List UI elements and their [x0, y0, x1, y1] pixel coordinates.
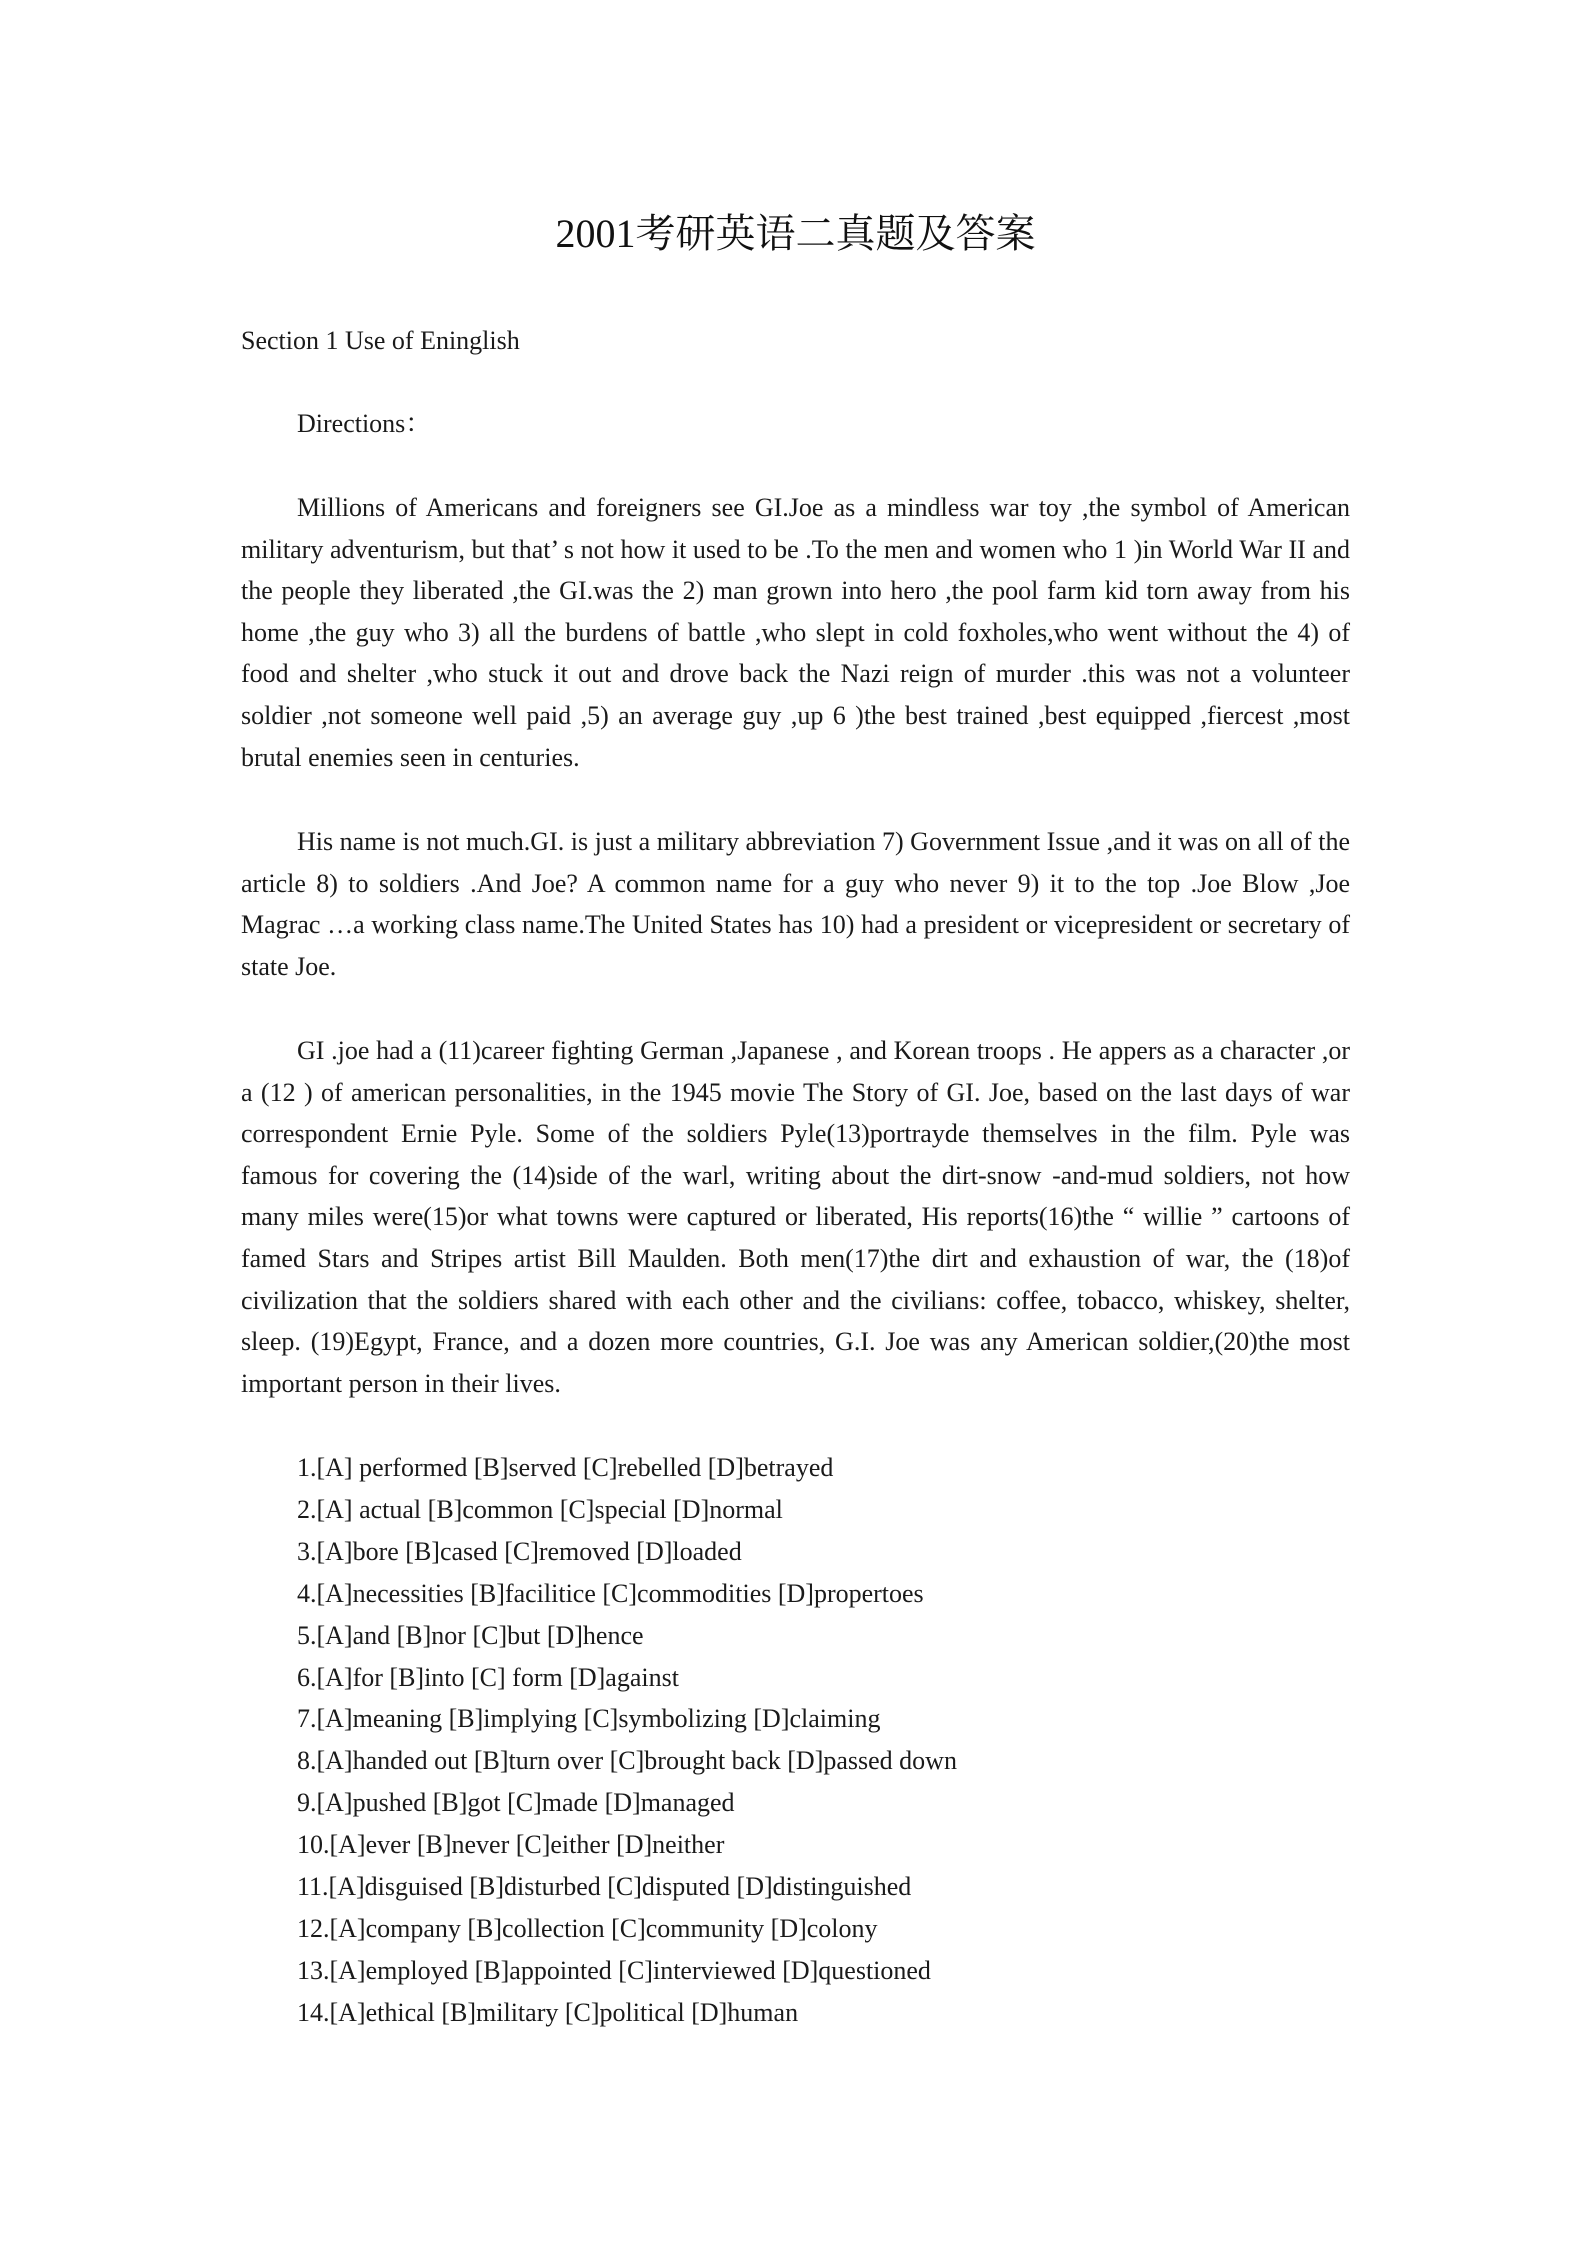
option-item-4: 4.[A]necessities [B]facilitice [C]commodities [D]propertoes [297, 1578, 924, 1608]
directions-label: Directions： [297, 409, 432, 438]
passage-paragraph-3: GI .joe had a (11)career fighting German ,Japanese , and Korean troops . He appers as a character ,or a (12 ) of american personalities, in the 1945 movie The Story of GI. Joe, based on the last days of war correspondent Ernie Pyle. Some of the soldiers Pyle(13)portrayde themselves in the film. Pyle was famous for covering the (14)side of the warl, writing about the dirt-snow -and-mud soldiers, not how many miles were(15)or what towns were captured or liberated, His reports(16)the “ willie ” cartoons of famed Stars and Stripes artist Bill Maulden. Both men(17)the dirt and exhaustion of war, the (18)of civilization that the soldiers shared with each other and the civilians: coffee, tobacco, whiskey, shelter, sleep. (19)Egypt, France, and a dozen more countries, G.I. Joe was any American soldier,(20)the most important person in their lives. [241, 1036, 1350, 1398]
option-item-2: 2.[A] actual [B]common [C]special [D]normal [297, 1494, 783, 1524]
option-item-8: 8.[A]handed out [B]turn over [C]brought back [D]passed down [297, 1746, 957, 1776]
option-item-1: 1.[A] performed [B]served [C]rebelled [D]betrayed [297, 1453, 834, 1482]
option-item-6: 6.[A]for [B]into [C] form [D]against [297, 1662, 679, 1692]
option-item-5: 5.[A]and [B]nor [C]but [D]hence [297, 1620, 644, 1650]
option-item-14: 14.[A]ethical [B]military [C]political [D]human [297, 1997, 799, 2027]
option-item-11: 11.[A]disguised [B]disturbed [C]disputed [D]distinguished [297, 1872, 912, 1902]
option-item-7: 7.[A]meaning [B]implying [C]symbolizing [D]claiming [297, 1704, 881, 1734]
passage-paragraph-2: His name is not much.GI. is just a military abbreviation 7) Government Issue ,and it was on all of the article 8) to soldiers .And Joe? A common name for a guy who never 9) it to the top .Joe Blow ,Joe Magrac …a working class name.The United States has 10) had a president or vicepresident or secretary of state Joe. [241, 827, 1350, 981]
document-title: 2001考研英语二真题及答案 [555, 211, 1036, 256]
answer-options-list [297, 1447, 957, 2034]
option-item-13: 13.[A]employed [B]appointed [C]interviewed [D]questioned [297, 1955, 931, 1985]
option-item-3: 3.[A]bore [B]cased [C]removed [D]loaded [297, 1536, 742, 1566]
option-item-9: 9.[A]pushed [B]got [C]made [D]managed [297, 1788, 735, 1818]
passage-paragraph-1: Millions of Americans and foreigners see GI.Joe as a mindless war toy ,the symbol of American military adventurism, but that’ s not how it used to be .To the men and women who 1 )in World War II and the people they liberated ,the GI.was the 2) man grown into hero ,the pool farm kid torn away from his home ,the guy who 3) all the burdens of battle ,who slept in cold foxholes,who went without the 4) of food and shelter ,who stuck it out and drove back the Nazi reign of murder .this was not a volunteer soldier ,not someone well paid ,5) an average guy ,up 6 )the best trained ,best equipped ,fiercest ,most brutal enemies seen in centuries. [241, 493, 1350, 772]
option-item-10: 10.[A]ever [B]never [C]either [D]neither [297, 1830, 725, 1860]
option-item-12: 12.[A]company [B]collection [C]community [D]colony [297, 1913, 878, 1943]
section-heading: Section 1 Use of Eninglish [241, 326, 520, 355]
